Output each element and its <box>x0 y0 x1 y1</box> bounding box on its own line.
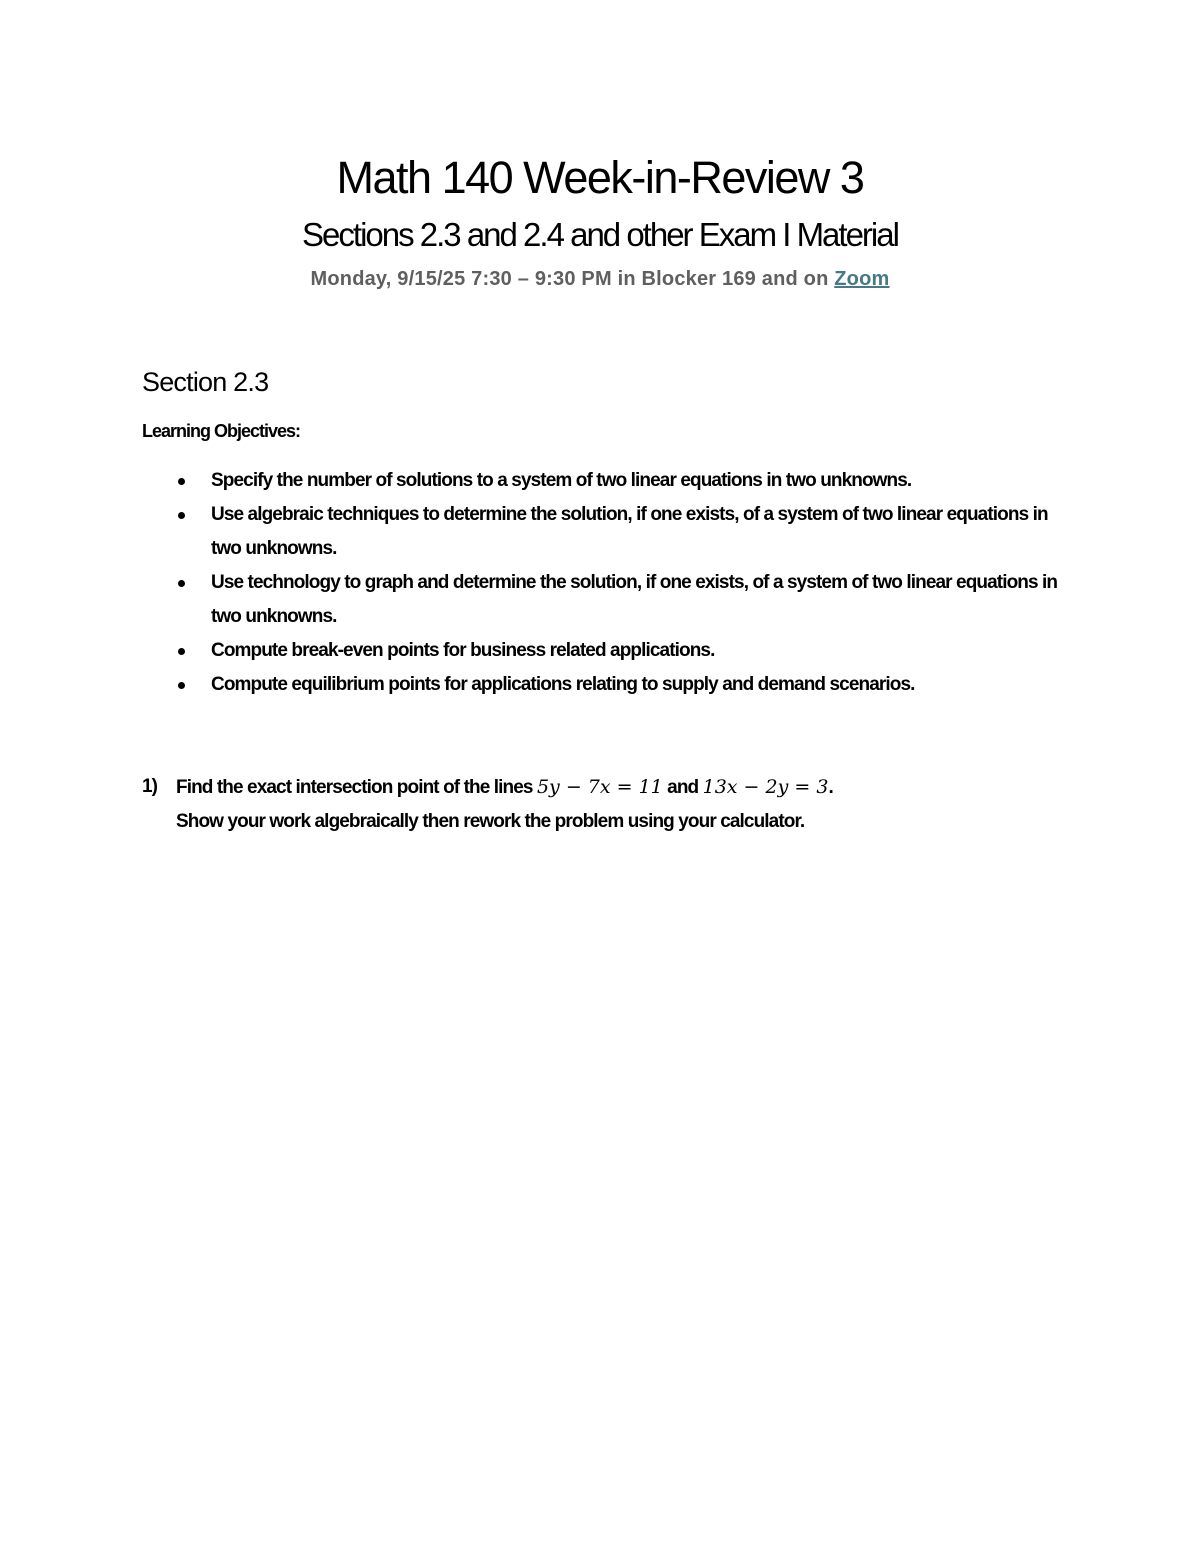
page-subtitle: Sections 2.3 and 2.4 and other Exam I Material <box>302 216 898 253</box>
section-heading: Section 2.3 <box>142 367 269 397</box>
bullet-icon <box>178 648 185 655</box>
problem-instructions: Show your work algebraically then rework the problem using your calculator. <box>176 811 805 832</box>
equation-1: 5y − 7x = 11 <box>536 776 663 798</box>
zoom-link[interactable]: Zoom <box>834 268 890 290</box>
objective-item: Compute break-even points for business related applications. <box>142 634 1072 668</box>
learning-objectives-list <box>142 464 1072 702</box>
session-datetime-location: Monday, 9/15/25 7:30 – 9:30 PM in Blocker 169 and on <box>310 268 835 290</box>
objective-item: Use algebraic techniques to determine the solution, if one exists, of a system of two linear equations in two unknowns. <box>142 498 1072 566</box>
objective-item: Use technology to graph and determine the solution, if one exists, of a system of two linear equations in two unknowns. <box>142 566 1072 634</box>
objective-item: Specify the number of solutions to a system of two linear equations in two unknowns. <box>142 464 1072 498</box>
bullet-icon <box>178 682 185 689</box>
session-info <box>0 266 1200 292</box>
bullet-icon <box>178 512 185 519</box>
problem-1: 1) Find the exact intersection point of the lines 5y − 7x = 11 and 13x − 2y = 3. Show your work algebraically then rework the problem using your calculator. <box>142 770 1072 839</box>
page-title: Math 140 Week-in-Review 3 <box>336 152 864 203</box>
bullet-icon <box>178 478 185 485</box>
bullet-icon <box>178 580 185 587</box>
equation-2: 13x − 2y = 3 <box>702 776 829 798</box>
objective-item: Compute equilibrium points for applications relating to supply and demand scenarios. <box>142 668 1072 702</box>
problem-number: 1) <box>142 776 158 797</box>
learning-objectives-label: Learning Objectives: <box>142 421 301 441</box>
